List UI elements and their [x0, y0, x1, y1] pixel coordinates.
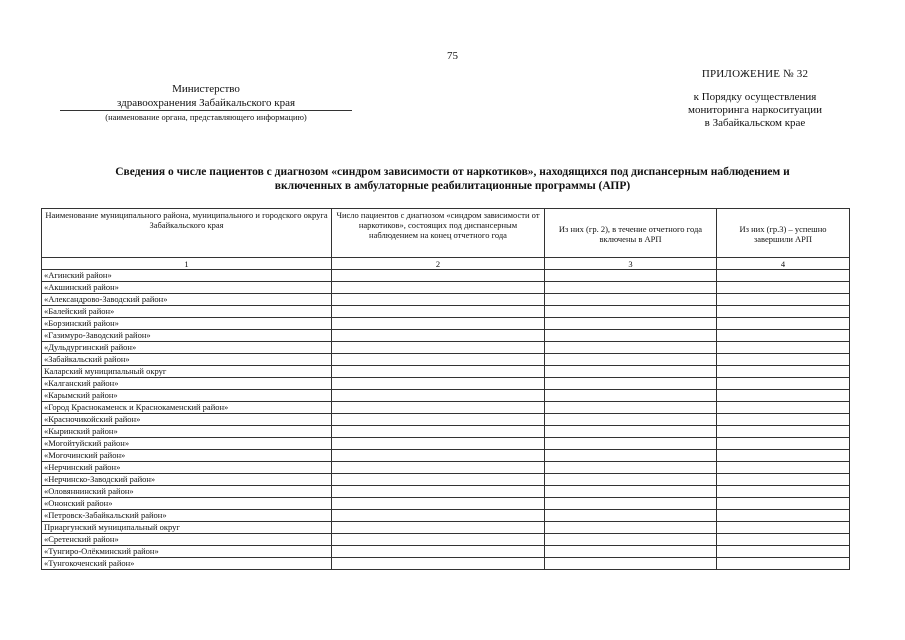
- completed-cell[interactable]: [717, 294, 850, 306]
- document-title-line1: Сведения о числе пациентов с диагнозом «синдром зависимости от наркотиков», находящихся под диспансерным наблюдением и: [115, 166, 790, 178]
- table-row: [42, 318, 850, 330]
- table-row: [42, 354, 850, 366]
- header-col-completed: Из них (гр.3) – успешно завершили АРП: [717, 209, 850, 258]
- completed-cell[interactable]: [717, 330, 850, 342]
- patients-cell[interactable]: [332, 270, 545, 282]
- included-cell[interactable]: [545, 414, 717, 426]
- table-body: [42, 270, 850, 570]
- district-name-cell: «Город Краснокаменск и Краснокаменский район»: [42, 402, 332, 414]
- included-cell[interactable]: [545, 354, 717, 366]
- included-cell[interactable]: [545, 486, 717, 498]
- completed-cell[interactable]: [717, 462, 850, 474]
- column-number: 4: [717, 258, 850, 270]
- table-row: [42, 270, 850, 282]
- table-row: [42, 522, 850, 534]
- district-name-cell: «Сретенский район»: [42, 534, 332, 546]
- patients-cell[interactable]: [332, 438, 545, 450]
- table-row: [42, 498, 850, 510]
- district-name-cell: «Ононский район»: [42, 498, 332, 510]
- district-name-cell: «Тунгиро-Олёкминский район»: [42, 546, 332, 558]
- patients-cell[interactable]: [332, 474, 545, 486]
- organization-name-line2: здравоохранения Забайкальского края: [60, 96, 352, 111]
- completed-cell[interactable]: [717, 366, 850, 378]
- table-row: [42, 306, 850, 318]
- column-number-row: [42, 258, 850, 270]
- table-row: [42, 534, 850, 546]
- district-name-cell: «Петровск-Забайкальский район»: [42, 510, 332, 522]
- district-name-cell: «Могойтуйский район»: [42, 438, 332, 450]
- organization-caption: (наименование органа, представляющего информацию): [105, 112, 307, 122]
- table-row: [42, 510, 850, 522]
- district-name-cell: «Кыринский район»: [42, 426, 332, 438]
- completed-cell[interactable]: [717, 546, 850, 558]
- appendix-title: ПРИЛОЖЕНИЕ № 32: [701, 68, 809, 80]
- table-row: [42, 414, 850, 426]
- patients-cell[interactable]: [332, 390, 545, 402]
- patients-cell[interactable]: [332, 414, 545, 426]
- table-row: [42, 294, 850, 306]
- included-cell[interactable]: [545, 390, 717, 402]
- included-cell[interactable]: [545, 498, 717, 510]
- included-cell[interactable]: [545, 306, 717, 318]
- patients-cell[interactable]: [332, 534, 545, 546]
- document-title: [40, 165, 865, 193]
- report-table: [41, 208, 850, 570]
- completed-cell[interactable]: [717, 486, 850, 498]
- district-name-cell: «Борзинский район»: [42, 318, 332, 330]
- included-cell[interactable]: [545, 546, 717, 558]
- header-col-name: Наименование муниципального района, муниципального и городского округа Забайкальского края: [42, 209, 332, 258]
- patients-cell[interactable]: [332, 426, 545, 438]
- completed-cell[interactable]: [717, 378, 850, 390]
- completed-cell[interactable]: [717, 510, 850, 522]
- header-row: [42, 209, 850, 258]
- completed-cell[interactable]: [717, 270, 850, 282]
- table-row: [42, 438, 850, 450]
- included-cell[interactable]: [545, 522, 717, 534]
- completed-cell[interactable]: [717, 522, 850, 534]
- completed-cell[interactable]: [717, 558, 850, 570]
- patients-cell[interactable]: [332, 510, 545, 522]
- column-number: 1: [42, 258, 332, 270]
- patients-cell[interactable]: [332, 282, 545, 294]
- included-cell[interactable]: [545, 426, 717, 438]
- patients-cell[interactable]: [332, 318, 545, 330]
- district-name-cell: «Балейский район»: [42, 306, 332, 318]
- table-row: [42, 378, 850, 390]
- patients-cell[interactable]: [332, 402, 545, 414]
- included-cell[interactable]: [545, 318, 717, 330]
- column-number: 2: [332, 258, 545, 270]
- document-title-line2: включенных в амбулаторные реабилитационные программы (АПР): [274, 180, 631, 192]
- included-cell[interactable]: [545, 270, 717, 282]
- included-cell[interactable]: [545, 462, 717, 474]
- district-name-cell: «Дульдургинский район»: [42, 342, 332, 354]
- district-name-cell: «Карымский район»: [42, 390, 332, 402]
- table-row: [42, 390, 850, 402]
- table-row: [42, 450, 850, 462]
- completed-cell[interactable]: [717, 426, 850, 438]
- patients-cell[interactable]: [332, 486, 545, 498]
- header-col-patients: Число пациентов с диагнозом «синдром зависимости от наркотиков», состоящих под диспансерным наблюдением на конец отчетного года: [332, 209, 545, 258]
- completed-cell[interactable]: [717, 318, 850, 330]
- patients-cell[interactable]: [332, 498, 545, 510]
- completed-cell[interactable]: [717, 390, 850, 402]
- included-cell[interactable]: [545, 438, 717, 450]
- completed-cell[interactable]: [717, 282, 850, 294]
- district-name-cell: «Агинский район»: [42, 270, 332, 282]
- district-name-cell: Каларский муниципальный округ: [42, 366, 332, 378]
- patients-cell[interactable]: [332, 354, 545, 366]
- included-cell[interactable]: [545, 330, 717, 342]
- district-name-cell: «Тунгокоченский район»: [42, 558, 332, 570]
- included-cell[interactable]: [545, 378, 717, 390]
- patients-cell[interactable]: [332, 378, 545, 390]
- district-name-cell: Приаргунский муниципальный округ: [42, 522, 332, 534]
- included-cell[interactable]: [545, 510, 717, 522]
- completed-cell[interactable]: [717, 474, 850, 486]
- patients-cell[interactable]: [332, 366, 545, 378]
- district-name-cell: «Газимуро-Заводский район»: [42, 330, 332, 342]
- table-row: [42, 558, 850, 570]
- district-name-cell: «Оловяннинский район»: [42, 486, 332, 498]
- appendix-line2: мониторинга наркоситуации: [688, 104, 822, 116]
- page-number: 75: [447, 50, 458, 62]
- completed-cell[interactable]: [717, 306, 850, 318]
- table-row: [42, 282, 850, 294]
- included-cell[interactable]: [545, 342, 717, 354]
- included-cell[interactable]: [545, 366, 717, 378]
- district-name-cell: «Нерчинско-Заводский район»: [42, 474, 332, 486]
- patients-cell[interactable]: [332, 330, 545, 342]
- table-row: [42, 462, 850, 474]
- patients-cell[interactable]: [332, 342, 545, 354]
- included-cell[interactable]: [545, 294, 717, 306]
- completed-cell[interactable]: [717, 438, 850, 450]
- included-cell[interactable]: [545, 558, 717, 570]
- completed-cell[interactable]: [717, 534, 850, 546]
- table-row: [42, 366, 850, 378]
- district-name-cell: «Александрово-Заводский район»: [42, 294, 332, 306]
- appendix-line3: в Забайкальском крае: [704, 117, 806, 129]
- patients-cell[interactable]: [332, 306, 545, 318]
- included-cell[interactable]: [545, 474, 717, 486]
- completed-cell[interactable]: [717, 498, 850, 510]
- patients-cell[interactable]: [332, 558, 545, 570]
- district-name-cell: «Акшинский район»: [42, 282, 332, 294]
- district-name-cell: «Красночикойский район»: [42, 414, 332, 426]
- district-name-cell: «Нерчинский район»: [42, 462, 332, 474]
- organization-block: [60, 82, 352, 123]
- table-row: [42, 486, 850, 498]
- table-row: [42, 402, 850, 414]
- appendix-line1: к Порядку осуществления: [693, 91, 817, 103]
- table-row: [42, 426, 850, 438]
- included-cell[interactable]: [545, 402, 717, 414]
- included-cell[interactable]: [545, 282, 717, 294]
- patients-cell[interactable]: [332, 294, 545, 306]
- completed-cell[interactable]: [717, 402, 850, 414]
- completed-cell[interactable]: [717, 342, 850, 354]
- appendix-block: [660, 68, 850, 130]
- patients-cell[interactable]: [332, 450, 545, 462]
- completed-cell[interactable]: [717, 354, 850, 366]
- patients-cell[interactable]: [332, 522, 545, 534]
- table-row: [42, 546, 850, 558]
- patients-cell[interactable]: [332, 462, 545, 474]
- included-cell[interactable]: [545, 450, 717, 462]
- completed-cell[interactable]: [717, 414, 850, 426]
- organization-name-line1: Министерство: [172, 83, 240, 95]
- completed-cell[interactable]: [717, 450, 850, 462]
- table-row: [42, 474, 850, 486]
- included-cell[interactable]: [545, 534, 717, 546]
- column-number: 3: [545, 258, 717, 270]
- table-row: [42, 330, 850, 342]
- header-col-included: Из них (гр. 2), в течение отчетного года включены в АРП: [545, 209, 717, 258]
- table-row: [42, 342, 850, 354]
- district-name-cell: «Могочинский район»: [42, 450, 332, 462]
- district-name-cell: «Калганский район»: [42, 378, 332, 390]
- district-name-cell: «Забайкальский район»: [42, 354, 332, 366]
- patients-cell[interactable]: [332, 546, 545, 558]
